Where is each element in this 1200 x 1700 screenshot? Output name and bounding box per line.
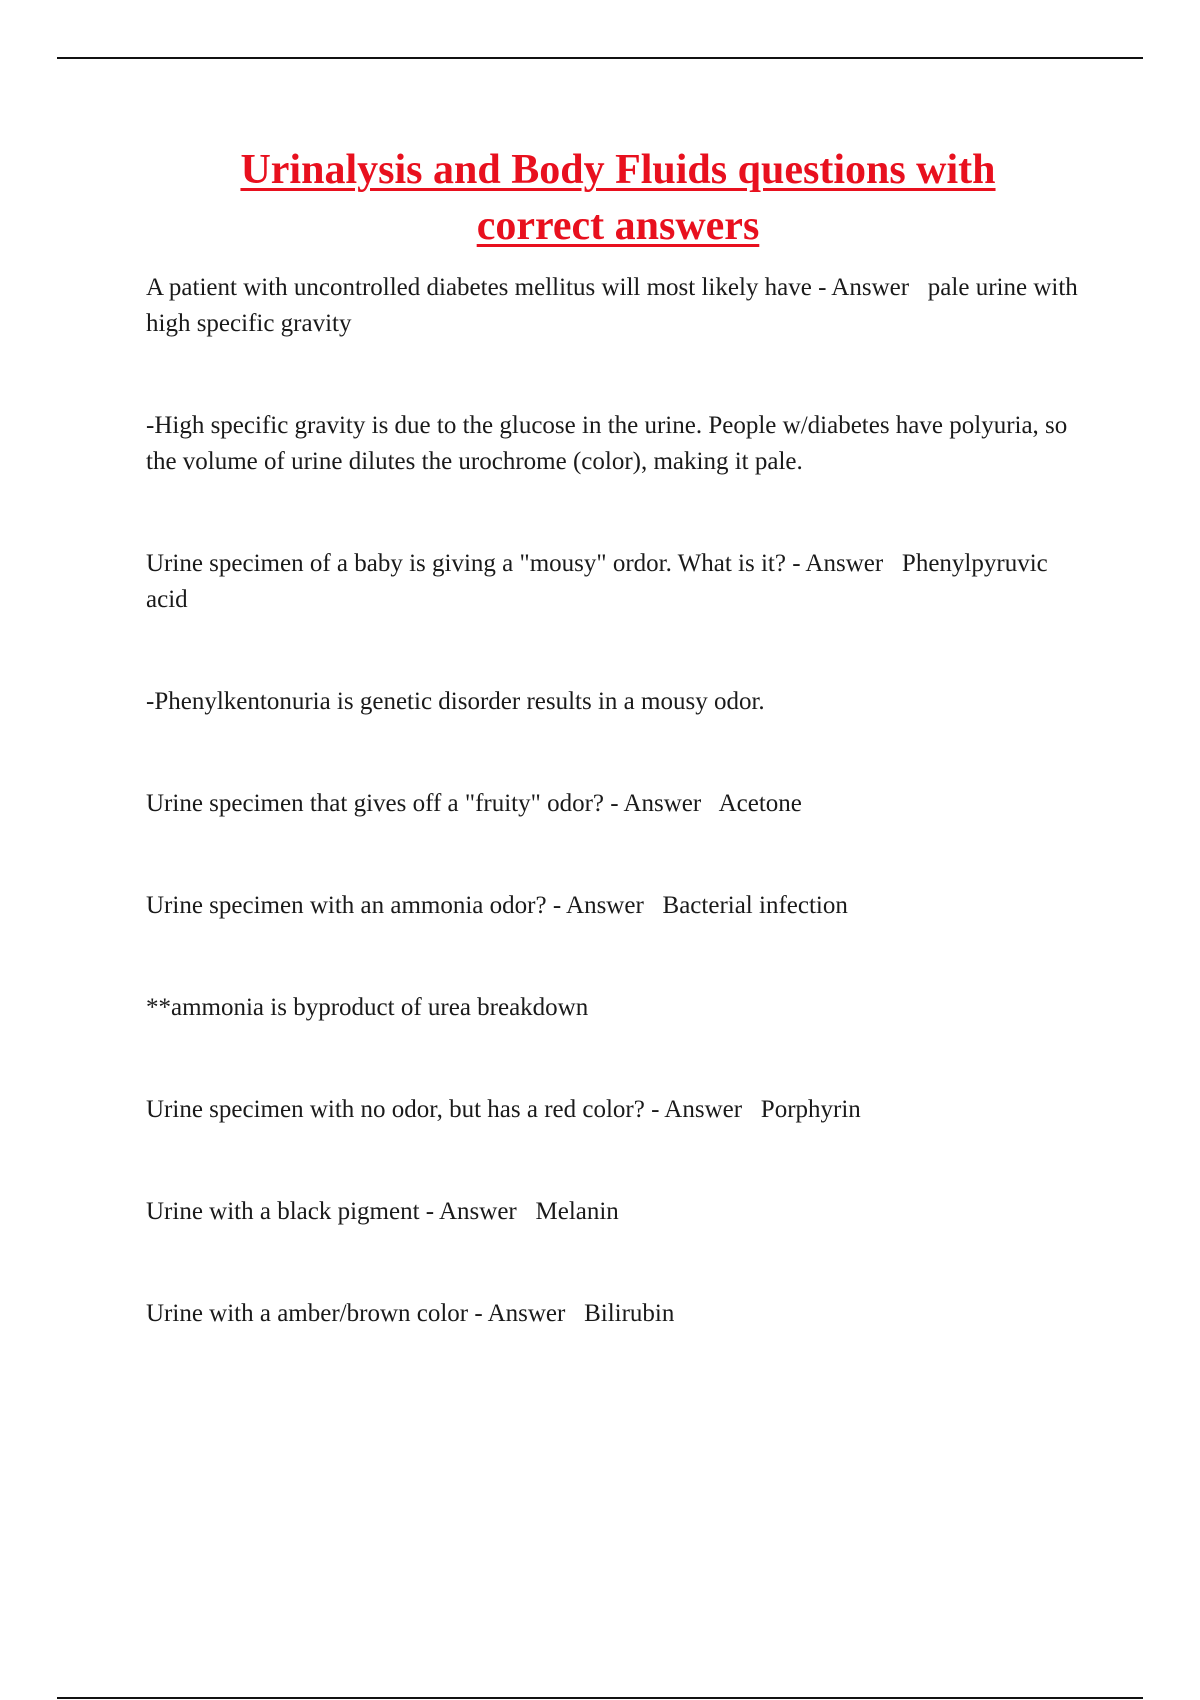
- qa-entry-diabetes: A patient with uncontrolled diabetes mellitus will most likely have - Answer pale urine with high specific gravity: [146, 274, 1085, 337]
- bottom-divider: [57, 1697, 1143, 1699]
- qa-note-specific-gravity: -High specific gravity is due to the glucose in the urine. People w/diabetes have polyuria, so the volume of urine dilutes the urochrome (color), making it pale.: [146, 412, 1074, 475]
- title-line-1: Urinalysis and Body Fluids questions with: [240, 147, 996, 193]
- document-title: [120, 142, 1116, 254]
- qa-entry-black-pigment: Urine with a black pigment - Answer Melanin: [146, 1198, 619, 1225]
- qa-note-phenylketonuria: -Phenylkentonuria is genetic disorder results in a mousy odor.: [146, 688, 765, 715]
- qa-entry-mousy-odor: Urine specimen of a baby is giving a "mousy" ordor. What is it? - Answer Phenylpyruvic acid: [146, 550, 1054, 613]
- qa-entry-fruity-odor: Urine specimen that gives off a "fruity" odor? - Answer Acetone: [146, 790, 802, 817]
- qa-entry-amber-color: Urine with a amber/brown color - Answer Bilirubin: [146, 1300, 675, 1327]
- qa-entry-red-color: Urine specimen with no odor, but has a red color? - Answer Porphyrin: [146, 1096, 861, 1123]
- qa-list: [146, 270, 1086, 1398]
- top-divider: [57, 57, 1143, 59]
- qa-note-ammonia: **ammonia is byproduct of urea breakdown: [146, 994, 589, 1021]
- qa-entry-ammonia-odor: Urine specimen with an ammonia odor? - Answer Bacterial infection: [146, 892, 848, 919]
- title-line-2: correct answers: [476, 203, 760, 249]
